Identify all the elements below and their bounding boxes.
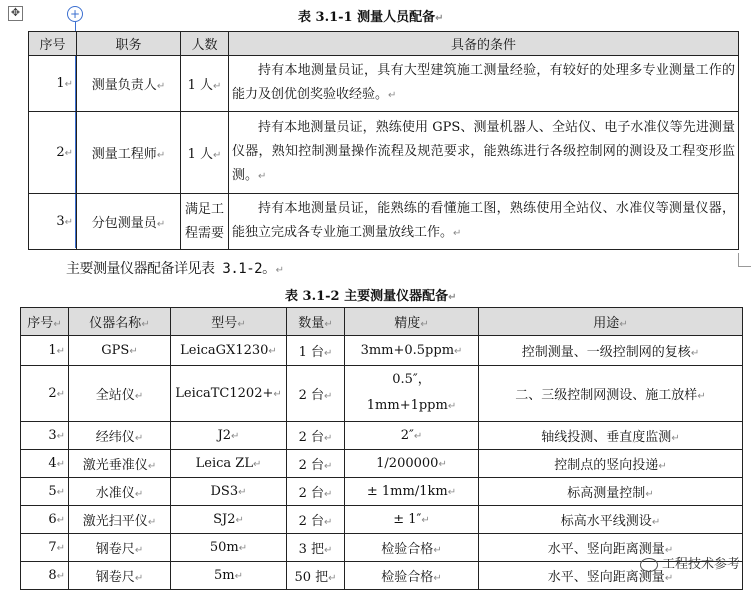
row-number: 6↵ (21, 506, 69, 534)
instrument-qty: 2 台↵ (287, 506, 345, 534)
instrument-qty: 3 把↵ (287, 534, 345, 562)
instrument-precision: 1/200000↵ (345, 450, 479, 478)
instrument-name: 全站仪↵ (69, 366, 171, 422)
table-row (29, 112, 739, 194)
row-number: 5↵ (21, 478, 69, 506)
instrument-precision: ± 1″↵ (345, 506, 479, 534)
table-row (21, 336, 743, 366)
table-row (21, 450, 743, 478)
row-number: 4↵ (21, 450, 69, 478)
instrument-use: 标高水平线测设↵ (479, 506, 743, 534)
instrument-name: 经纬仪↵ (69, 422, 171, 450)
instrument-name: 水准仪↵ (69, 478, 171, 506)
table1-caption: 表 3.1-1 测量人员配备↵ (298, 10, 444, 25)
instrument-use: 水平、竖向距离测量↵ (479, 562, 743, 590)
instrument-intro-paragraph: 主要测量仪器配备详见表 3.1-2。↵ (66, 261, 284, 277)
table-header-row (29, 32, 739, 56)
header-cell: 具备的条件 (229, 32, 739, 56)
header-cell: 数量↵ (287, 308, 345, 336)
instrument-model: DS3↵ (171, 478, 287, 506)
header-cell: 职务 (77, 32, 181, 56)
instrument-model: 5m↵ (171, 562, 287, 590)
requirement-cell: 持有本地测量员证，熟练使用 GPS、测量机器人、全站仪、电子水准仪等先进测量仪器，熟知控制测量操作流程及规范要求，能熟练进行各级控制网的测设及工程变形监测。↵ (229, 112, 739, 194)
instrument-name: 钢卷尺↵ (69, 534, 171, 562)
chat-bubble-icon (640, 558, 658, 572)
requirement-cell: 持有本地测量员证，能熟练的看懂施工图，熟练使用全站仪、水准仪等测量仪器，能独立完成各专业施工测量放线工作。↵ (229, 194, 739, 250)
instrument-name: 激光扫平仪↵ (69, 506, 171, 534)
instrument-qty: 50 把↵ (287, 562, 345, 590)
watermark: 工程技术参考 (640, 553, 740, 572)
instrument-model: LeicaTC1202+↵ (171, 366, 287, 422)
instrument-use: 标高测量控制↵ (479, 478, 743, 506)
count-cell: 1 人↵ (181, 56, 229, 112)
header-cell: 型号↵ (171, 308, 287, 336)
count-cell: 满足工程需要 (181, 194, 229, 250)
row-number: 2↵ (21, 366, 69, 422)
instrument-use: 二、三级控制网测设、施工放样↵ (479, 366, 743, 422)
instrument-use: 控制测量、一级控制网的复核↵ (479, 336, 743, 366)
requirement-cell: 持有本地测量员证，具有大型建筑施工测量经验，有较好的处理多专业测量工作的能力及创优创奖验收经验。↵ (229, 56, 739, 112)
table-row (29, 194, 739, 250)
instrument-qty: 2 台↵ (287, 450, 345, 478)
count-cell: 1 人↵ (181, 112, 229, 194)
instrument-precision: 检验合格↵ (345, 534, 479, 562)
personnel-table (28, 31, 739, 250)
instrument-precision: 检验合格↵ (345, 562, 479, 590)
instrument-precision: ± 1mm/1km↵ (345, 478, 479, 506)
instrument-model: LeicaGX1230↵ (171, 336, 287, 366)
row-number: 2↵ (29, 112, 77, 194)
instrument-name: 钢卷尺↵ (69, 562, 171, 590)
row-number: 8↵ (21, 562, 69, 590)
role-cell: 分包测量员↵ (77, 194, 181, 250)
header-cell: 人数 (181, 32, 229, 56)
table-move-anchor-icon[interactable]: ✥ (8, 6, 23, 21)
header-cell: 用途↵ (479, 308, 743, 336)
header-cell: 序号 (29, 32, 77, 56)
instrument-qty: 2 台↵ (287, 478, 345, 506)
instrument-precision: 2″↵ (345, 422, 479, 450)
table-row (21, 366, 743, 422)
row-number: 1↵ (29, 56, 77, 112)
table-row (21, 534, 743, 562)
instrument-qty: 1 台↵ (287, 336, 345, 366)
instrument-precision: 0.5″，1mm+1ppm↵ (345, 366, 479, 422)
instrument-model: 50m↵ (171, 534, 287, 562)
instrument-use: 轴线投测、垂直度监测↵ (479, 422, 743, 450)
row-number: 3↵ (21, 422, 69, 450)
instrument-qty: 2 台↵ (287, 366, 345, 422)
table-row (29, 56, 739, 112)
instrument-model: J2↵ (171, 422, 287, 450)
table-header-row (21, 308, 743, 336)
row-number: 7↵ (21, 534, 69, 562)
table-row (21, 422, 743, 450)
instrument-precision: 3mm+0.5ppm↵ (345, 336, 479, 366)
row-number: 3↵ (29, 194, 77, 250)
page-corner-mark (738, 253, 751, 267)
instrument-model: Leica ZL↵ (171, 450, 287, 478)
role-cell: 测量负责人↵ (77, 56, 181, 112)
instrument-use: 水平、竖向距离测量↵ (479, 534, 743, 562)
row-number: 1↵ (21, 336, 69, 366)
instrument-qty: 2 台↵ (287, 422, 345, 450)
role-cell: 测量工程师↵ (77, 112, 181, 194)
table-row (21, 562, 743, 590)
table-row (21, 478, 743, 506)
instrument-model: SJ2↵ (171, 506, 287, 534)
instrument-name: GPS↵ (69, 336, 171, 366)
table2-caption: 表 3.1-2 主要测量仪器配备↵ (285, 289, 457, 304)
instrument-name: 激光垂准仪↵ (69, 450, 171, 478)
header-cell: 精度↵ (345, 308, 479, 336)
instrument-table (20, 307, 743, 590)
header-cell: 序号↵ (21, 308, 69, 336)
table-insert-plus-icon[interactable]: + (67, 6, 83, 22)
table-row (21, 506, 743, 534)
instrument-use: 控制点的竖向投递↵ (479, 450, 743, 478)
header-cell: 仪器名称↵ (69, 308, 171, 336)
